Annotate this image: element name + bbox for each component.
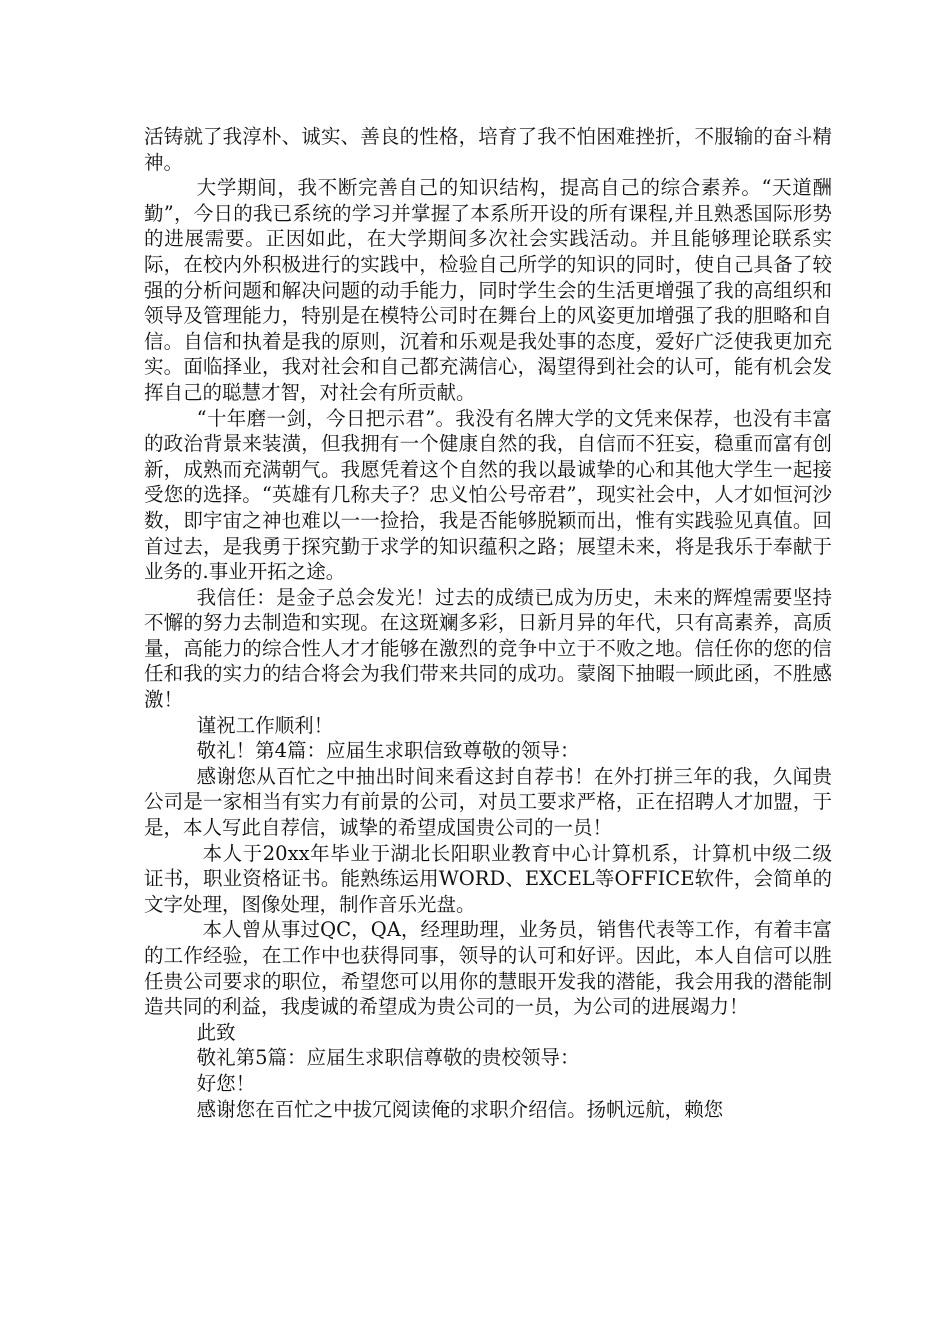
document-body (144, 124, 832, 1122)
paragraph-13: 感谢您在百忙之中拔冗阅读俺的求职介绍信。扬帆远航，赖您 (196, 1097, 724, 1121)
paragraph-7: 感谢您从百忙之中抽出时间来看这封自荐书！在外打拼三年的我，久闻贵公司是一家相当有实力有前景的公司，对员工要求严格，正在招聘人才加盟，于是，本人写此自荐信，诚挚的希望成国贵公司的一员！ (144, 764, 832, 840)
paragraph-12: 好您！ (196, 1071, 256, 1095)
paragraph-10: 此致 (196, 1020, 236, 1044)
paragraph-3: “十年磨一剑，今日把示君”。我没有名牌大学的文凭来保荐，也没有丰富的政治背景来装潢，但我拥有一个健康自然的我，自信而不狂妄，稳重而富有创新，成熟而充满朝气。我愿凭着这个自然的我以最诚挚的心和其他大学生一起接受您的选择。“英雄有几称夫子？忠义怕公号帝君”，现实社会中，人才如恒河沙数，即宇宙之神也难以一一捡拾，我是否能够脱颖而出，惟有实践验见真值。回首过去，是我勇于探究勤于求学的知识蕴积之路；展望未来，将是我乐于奉献于业务的.事业开拓之途。 (144, 406, 832, 584)
paragraph-4: 我信任：是金子总会发光！过去的成绩已成为历史，未来的辉煌需要坚持不懈的努力去制造和实现。在这斑斓多彩，日新月异的年代，只有高素养，高质量，高能力的综合性人才才能够在激烈的竞争中立于不败之地。信任你的您的信任和我的实力的结合将会为我们带来共同的成功。蒙阁下抽暇一顾此函，不胜感激！ (144, 585, 832, 712)
paragraph-6: 敬礼！第4篇：应届生求职信致尊敬的领导： (196, 739, 580, 763)
paragraph-1: 活铸就了我淳朴、诚实、善良的性格，培育了我不怕困难挫折，不服输的奋斗精神。 (144, 125, 832, 174)
paragraph-8: 本人于20xx年毕业于湖北长阳职业教育中心计算机系，计算机中级二级证书，职业资格证书。能熟练运用WORD、EXCEL等OFFICE软件，会简单的文字处理，图像处理，制作音乐光盘。 (144, 841, 832, 916)
paragraph-9: 本人曾从事过QC，QA，经理助理，业务员，销售代表等工作，有着丰富的工作经验，在工作中也获得同事，领导的认可和好评。因此，本人自信可以胜任贵公司要求的职位，希望您可以用你的慧眼开发我的潜能，我会用我的潜能制造共同的利益，我虔诚的希望成为贵公司的一员，为公司的进展竭力！ (144, 918, 832, 1019)
paragraph-11: 敬礼第5篇：应届生求职信尊敬的贵校领导： (196, 1046, 580, 1070)
paragraph-2: 大学期间，我不断完善自己的知识结构，提高自己的综合素养。“天道酬勤”，今日的我已系统的学习并掌握了本系所开设的所有课程,并且熟悉国际形势的进展需要。正因如此，在大学期间多次社会实践活动。并且能够理论联系实际，在校内外积极进行的实践中，检验自己所学的知识的同时，使自己具备了较强的分析问题和解决问题的动手能力，同时学生会的生活更增强了我的高组织和领导及管理能力，特别是在模特公司时在舞台上的风姿更加增强了我的胆略和自信。自信和执着是我的原则，沉着和乐观是我处事的态度，爱好广泛使我更加充实。面临择业，我对社会和自己都充满信心，渴望得到社会的认可，能有机会发挥自己的聪慧才智，对社会有所贡献。 (144, 176, 832, 404)
paragraph-5: 谨祝工作顺利！ (196, 713, 334, 737)
